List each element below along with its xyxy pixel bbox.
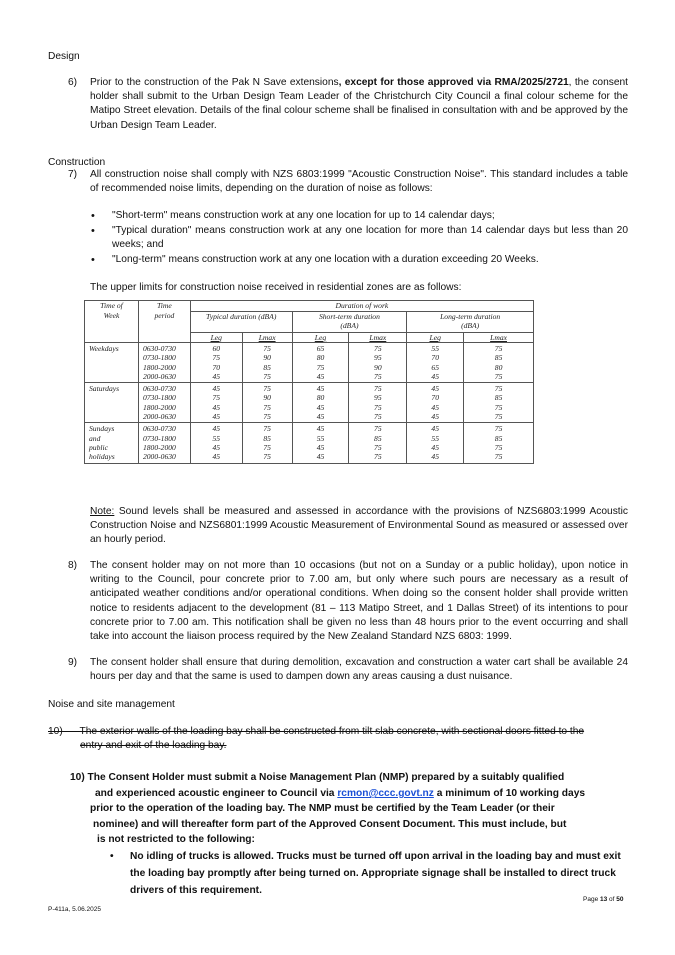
typical-leq-cell: 45 55 45 45 <box>190 423 242 463</box>
header-long-leq: Leq <box>407 332 464 343</box>
struck-condition-10-line1: 10) The exterior walls of the loading bay shall be constructed from tilt slab concrete, with sectional doors fitted to the <box>48 726 585 737</box>
typical-leq-cell: 60 75 70 45 <box>190 343 242 383</box>
noise-table-row <box>85 343 534 383</box>
short-lmax-cell: 75 95 75 75 <box>349 383 407 423</box>
condition-6-number: 6) <box>68 77 78 88</box>
header-short-leq: Leq <box>292 332 349 343</box>
long-leq-cell: 45 70 45 45 <box>407 383 464 423</box>
council-email-link[interactable]: rcmon@ccc.govt.nz <box>337 788 434 799</box>
time-period-cell: 0630-0730 0730-1800 1800-2000 2000-0630 <box>138 343 190 383</box>
bullet-short-term: • "Short-term" means construction work at any one location for up to 14 calendar days; <box>89 209 628 223</box>
header-short-lmax: Lmax <box>349 332 407 343</box>
construction-heading: Construction <box>48 157 106 168</box>
short-lmax-cell: 75 95 90 75 <box>349 343 407 383</box>
short-leq-cell: 45 55 45 45 <box>292 423 349 463</box>
note-label: Note: <box>90 506 115 517</box>
page-number: Page 13 of 50 <box>583 896 624 903</box>
header-time-period: Time period <box>138 301 190 343</box>
time-period-cell: 0630-0730 0730-1800 1800-2000 2000-0630 <box>138 423 190 463</box>
noise-table-row <box>85 423 534 463</box>
note-text: Sound levels shall be measured and assessed in accordance with the provisions of NZS6803:1999 Acoustic Construction Noise and NZS6801:1999 Acoustic Measurement of Environmental Sound as measured or assessed over an hourly period. <box>90 506 628 546</box>
duration-definitions-list <box>89 209 628 268</box>
header-duration-of-work: Duration of work <box>190 301 533 312</box>
noise-table-row <box>85 383 534 423</box>
header-time-of-week: Time of Week <box>85 301 139 343</box>
condition-7-text: All construction noise shall comply with NZS 6803:1999 "Acoustic Construction Noise". This standard includes a table of recommended noise limits, depending on the duration of noise as follows: <box>90 169 628 195</box>
condition-6-pre: Prior to the construction of the Pak N Save extensions <box>90 77 339 88</box>
condition-10-bullet: • No idling of trucks is allowed. Trucks must be turned off upon arrival in the loading bay and must exit the loading bay promptly after being turned on. Appropriate signage shall be installed to direct truck drivers of this requirement. <box>130 848 630 899</box>
long-lmax-cell: 75 85 80 75 <box>464 343 534 383</box>
table-note <box>90 505 628 548</box>
condition-9-number: 9) <box>68 657 78 668</box>
typical-lmax-cell: 75 90 75 75 <box>242 383 292 423</box>
condition-10-line1: 10) The Consent Holder must submit a Noise Management Plan (NMP) prepared by a suitably qualified <box>70 772 565 783</box>
short-leq-cell: 65 80 75 45 <box>292 343 349 383</box>
condition-8-number: 8) <box>68 560 78 571</box>
short-lmax-cell: 75 85 75 75 <box>349 423 407 463</box>
long-lmax-cell: 75 85 75 75 <box>464 383 534 423</box>
condition-10-line5: is not restricted to the following: <box>97 834 255 845</box>
condition-10-line2: and experienced acoustic engineer to Council via rcmon@ccc.govt.nz a minimum of 10 working days <box>95 788 586 799</box>
condition-9-text: The consent holder shall ensure that during demolition, excavation and construction a water cart shall be available 24 hours per day and that the same is used to dampen down any areas causing a dust nuisance. <box>90 657 628 683</box>
condition-8-text: The consent holder may on not more than 10 occasions (but not on a Sunday or a public holiday), upon notice in writing to the Council, pour concrete prior to 7.00 am, but only where such pours are necessary as a result of anticipated weather conditions and/or operational conditions. When doing so the consent holder shall provide written notice to residents adjacent to the development (81 – 113 Matipo Street, and 1 Dallas Street) of its intentions to pour concrete prior to 7.00 am. This notification shall be given no less than 48 hours prior to the event occurring and shall take into account the liaison process required by the New Zealand Standard NZS 6803: 1999. <box>90 560 628 643</box>
long-lmax-cell: 75 85 75 75 <box>464 423 534 463</box>
condition-10-line3: prior to the operation of the loading bay. The NMP must be certified by the Team Leader (or their <box>90 803 555 814</box>
design-heading: Design <box>48 51 80 62</box>
struck-condition-10-line2: entry and exit of the loading bay. <box>80 740 227 751</box>
header-long-lmax: Lmax <box>464 332 534 343</box>
noise-limits-table <box>84 300 534 464</box>
noise-table-body <box>85 343 534 464</box>
bullet-long-term: • "Long-term" means construction work at any one location with a duration exceeding 20 Weeks. <box>89 253 628 267</box>
form-code: P-411a, 5.06.2025 <box>48 906 102 913</box>
table-intro: The upper limits for construction noise received in residential zones are as follows: <box>90 282 462 293</box>
time-period-cell: 0630-0730 0730-1800 1800-2000 2000-0630 <box>138 383 190 423</box>
header-typical-leq: Leq <box>190 332 242 343</box>
header-short-term: Short-term duration (dBA) <box>292 311 407 332</box>
short-leq-cell: 45 80 45 45 <box>292 383 349 423</box>
condition-6-post: , the consent holder shall submit to the Urban Design Team Leader of the Christchurch City Council a final colour scheme for the Matipo Street elevation. Details of the final colour scheme shall be finalised in consultation with and be approved by the Urban Design Team Leader. <box>90 77 628 131</box>
condition-6-bold: , except for those approved via RMA/2025/2721 <box>338 77 569 88</box>
condition-10-line4: nominee) and will thereafter form part of the Approved Consent Document. This must include, but <box>93 819 567 830</box>
typical-lmax-cell: 75 90 85 75 <box>242 343 292 383</box>
typical-leq-cell: 45 75 45 45 <box>190 383 242 423</box>
typical-lmax-cell: 75 85 75 75 <box>242 423 292 463</box>
header-long-term: Long-term duration (dBA) <box>407 311 534 332</box>
condition-7-number: 7) <box>68 169 78 180</box>
long-leq-cell: 55 70 65 45 <box>407 343 464 383</box>
noise-heading: Noise and site management <box>48 699 175 710</box>
condition-6-text <box>90 76 628 133</box>
time-of-week-cell: Weekdays <box>85 343 139 383</box>
header-typical: Typical duration (dBA) <box>190 311 292 332</box>
time-of-week-cell: Saturdays <box>85 383 139 423</box>
bullet-typical-duration: • "Typical duration" means construction work at any one location for more than 14 calendar days but less than 20 weeks; and <box>89 224 628 252</box>
long-leq-cell: 45 55 45 45 <box>407 423 464 463</box>
time-of-week-cell: Sundays and public holidays <box>85 423 139 463</box>
header-typical-lmax: Lmax <box>242 332 292 343</box>
bullet-dot: • <box>110 851 114 862</box>
